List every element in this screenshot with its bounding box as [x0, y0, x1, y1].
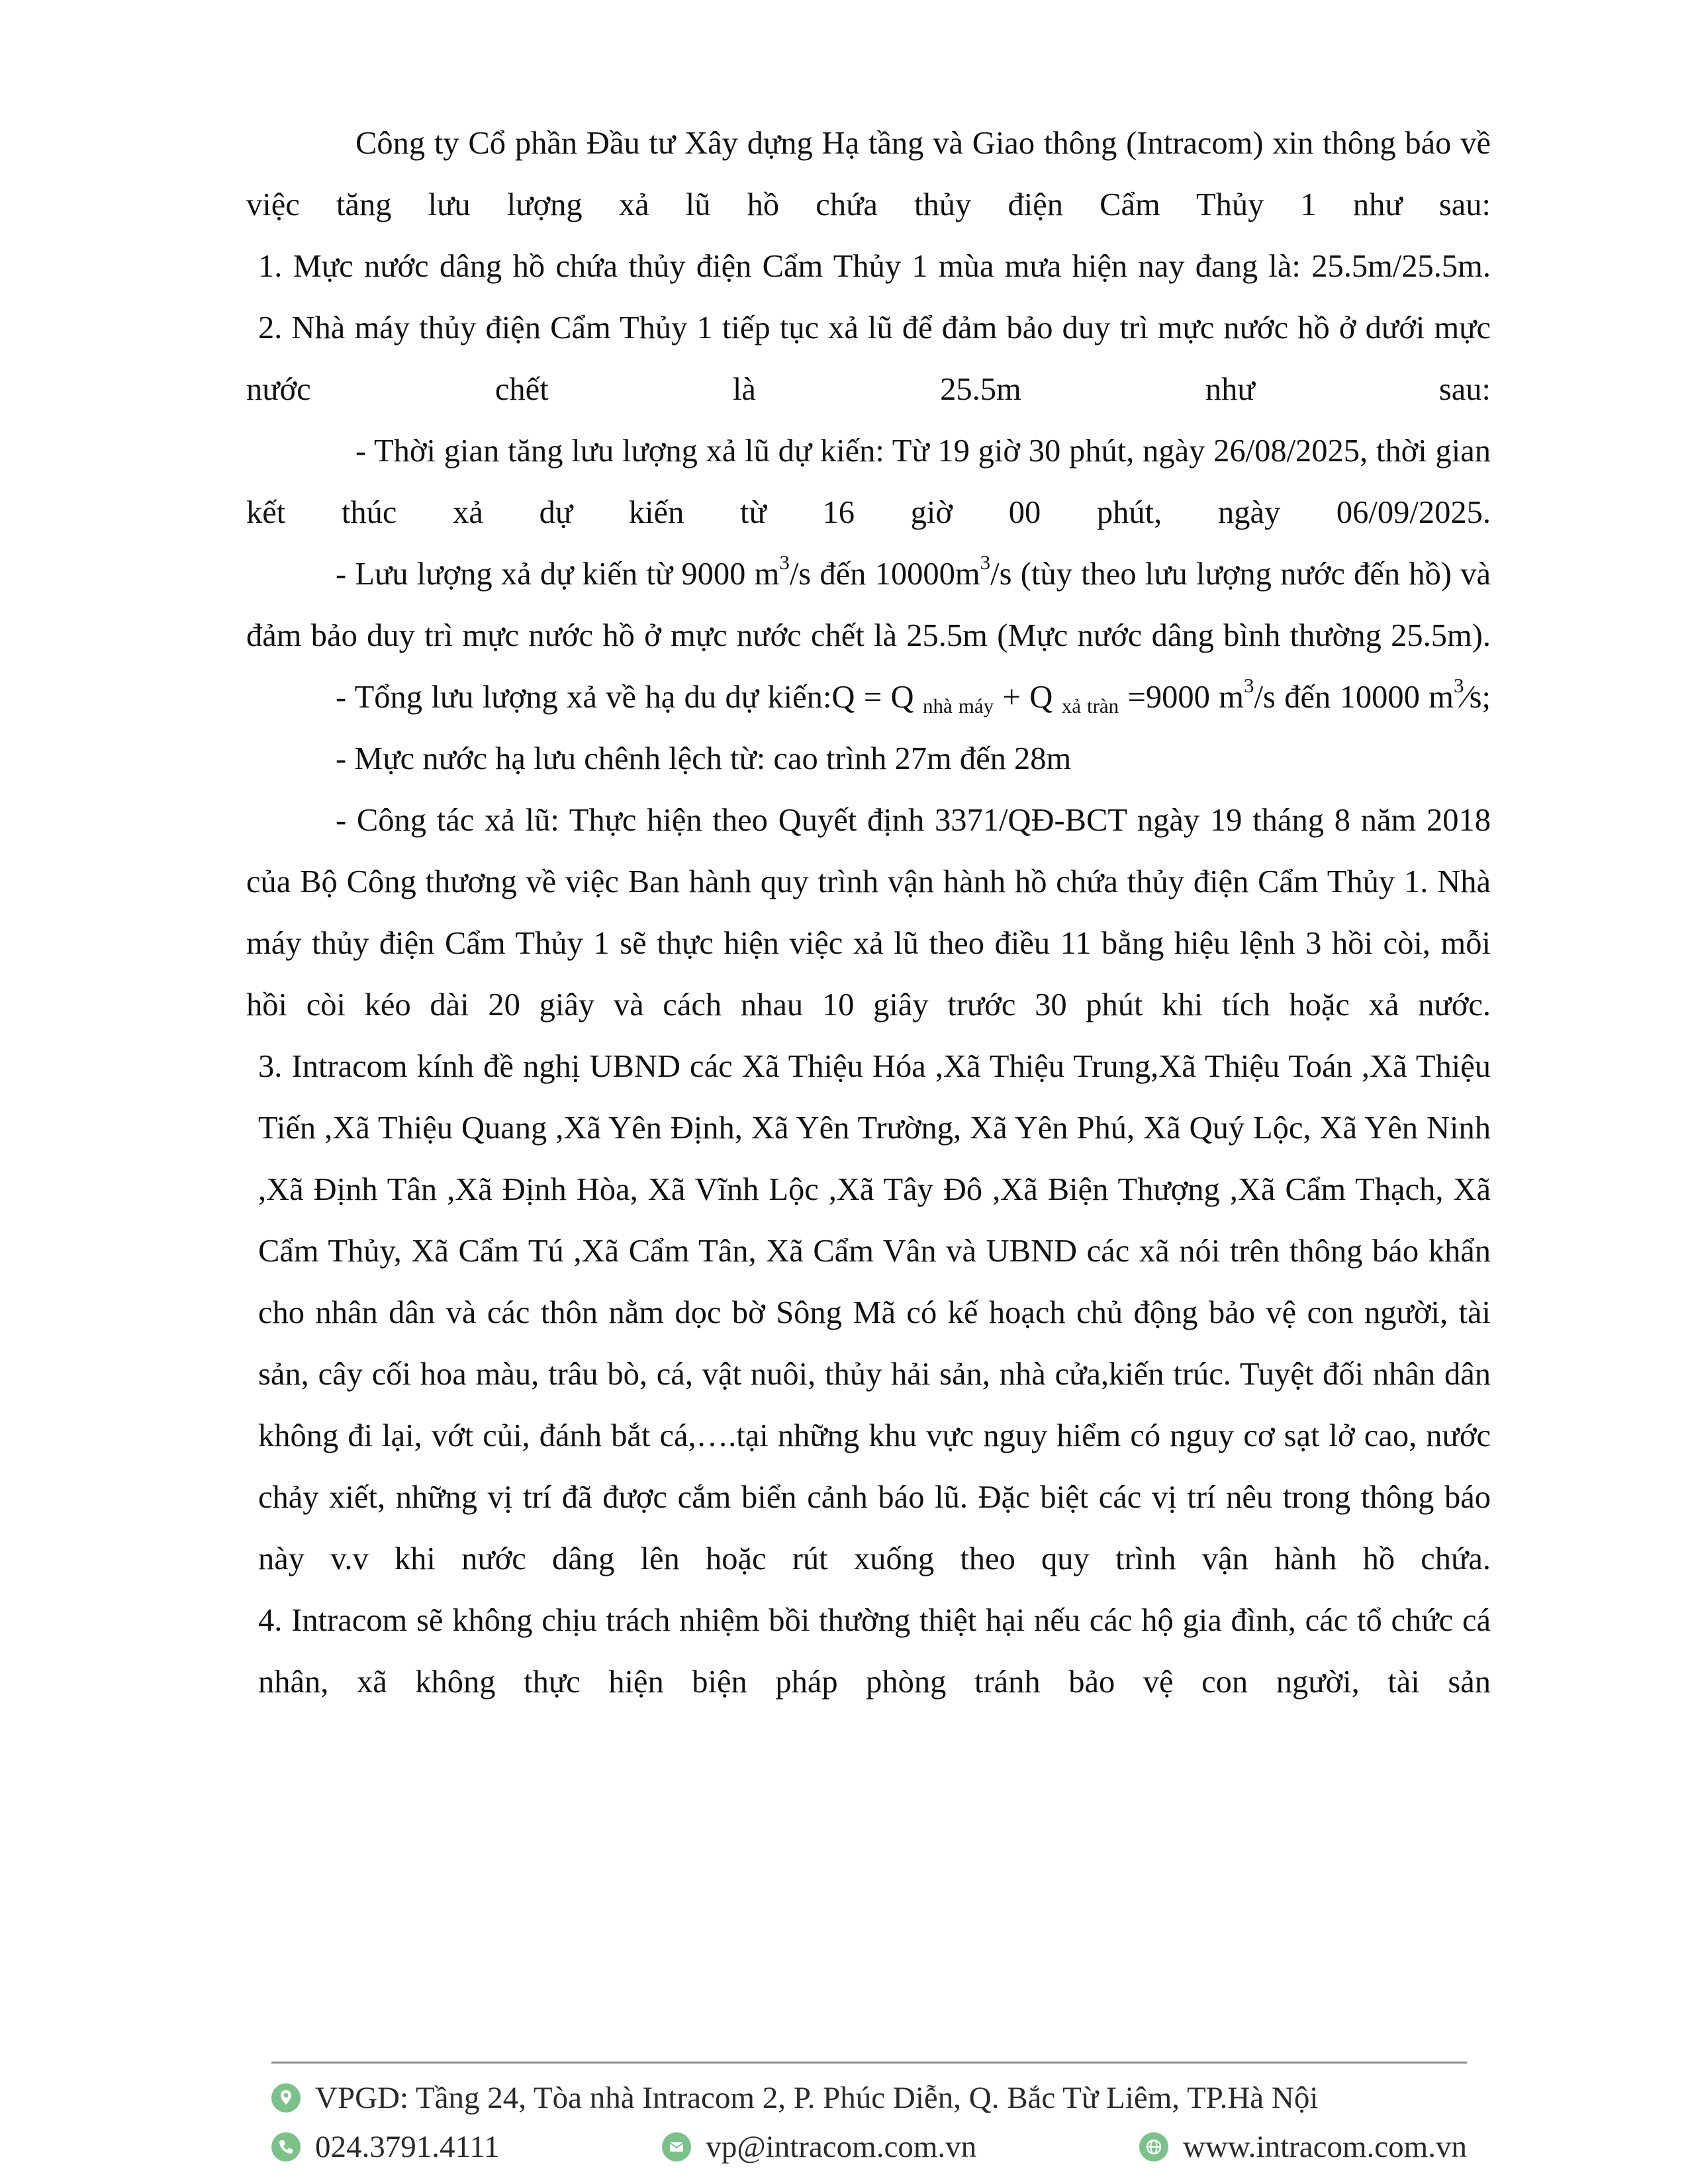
item-4: 4. Intracom sẽ không chịu trách nhiệm bồi thường thiệt hại nếu các hộ gia đình, các tổ chức cá nhân, xã không thực hiện biện pháp phòng tránh bảo vệ con người, tài sản: [258, 1603, 1491, 1700]
total-text-a: - Tổng lưu lượng xả về hạ du dự kiến:Q = Q: [336, 680, 914, 715]
phone-icon: [271, 2132, 301, 2161]
footer-address: VPGD: Tầng 24, Tòa nhà Intracom 2, P. Phúc Diễn, Q. Bắc Từ Liêm, TP.Hà Nội: [315, 2081, 1319, 2115]
flow-text-c: /s (tùy theo lưu lượng nước đến hồ) và đảm bảo duy trì mực nước hồ ở mực nước chết là 25.5m (Mực nước dâng bình thường 25.5m).: [246, 557, 1491, 653]
downstream-level: - Mực nước hạ lưu chênh lệch từ: cao trình 27m đến 28m: [336, 741, 1072, 776]
discharge-time: - Thời gian tăng lưu lượng xả lũ dự kiến: Từ 19 giờ 30 phút, ngày 26/08/2025, thời gian kết thúc xả dự kiến từ 16 giờ 00 phút, ngày 06/09/2025.: [246, 433, 1491, 530]
footer-website-url[interactable]: www.intracom.com.vn: [1182, 2130, 1467, 2164]
footer-website[interactable]: [1139, 2129, 1467, 2165]
total-text-c: =9000 m: [1127, 680, 1244, 715]
item-1: 1. Mực nước dâng hồ chứa thủy điện Cẩm Thủy 1 mùa mưa hiện nay đang là: 25.5m/25.5m.: [258, 249, 1491, 284]
total-flow: [246, 666, 1491, 728]
page-footer: [271, 2062, 1467, 2168]
discharge-work: - Công tác xả lũ: Thực hiện theo Quyết định 3371/QĐ-BCT ngày 19 tháng 8 năm 2018 của Bộ Công thương về việc Ban hành quy trình vận hành hồ chứa thủy điện Cẩm Thủy 1. Nhà máy thủy điện Cẩm Thủy 1 sẽ thực hiện việc xả lũ theo điều 11 bằng hiệu lệnh 3 hồi còi, mỗi hồi còi kéo dài 20 giây và cách nhau 10 giây trước 30 phút khi tích hoặc xả nước.: [246, 803, 1491, 1023]
email-icon: [662, 2132, 691, 2161]
total-sup-1: 3: [1244, 673, 1254, 697]
total-sub-2: xả tràn: [1061, 694, 1119, 717]
total-sup-2: 3: [1454, 673, 1464, 697]
discharge-flow: [246, 543, 1491, 666]
total-text-b: + Q: [1002, 680, 1053, 715]
location-icon: [271, 2083, 301, 2113]
globe-icon: [1139, 2132, 1168, 2161]
footer-email-address[interactable]: vp@intracom.com.vn: [706, 2130, 977, 2164]
intro-paragraph: Công ty Cổ phần Đầu tư Xây dựng Hạ tầng và Giao thông (Intracom) xin thông báo về việc tăng lưu lượng xả lũ hồ chứa thủy điện Cẩm Thủy 1 như sau:: [246, 126, 1491, 222]
flow-text-a: - Lưu lượng xả dự kiến từ 9000 m: [336, 557, 780, 592]
footer-phone-number: 024.3791.4111: [315, 2130, 500, 2164]
flow-sup-2: 3: [980, 550, 991, 574]
footer-address-row: [271, 2077, 1467, 2119]
document-body: [246, 113, 1491, 1713]
item-2: 2. Nhà máy thủy điện Cẩm Thủy 1 tiếp tục xả lũ để đảm bảo duy trì mực nước hồ ở dưới mực nước chết là 25.5m như sau:: [246, 310, 1491, 407]
total-text-d: /s đến 10000 m: [1254, 680, 1454, 715]
flow-text-b: /s đến 10000m: [789, 557, 980, 592]
item-3: 3. Intracom kính đề nghị UBND các Xã Thiệu Hóa ,Xã Thiệu Trung,Xã Thiệu Toán ,Xã Thiệu Tiến ,Xã Thiệu Quang ,Xã Yên Định, Xã Yên Trường, Xã Yên Phú, Xã Quý Lộc, Xã Yên Ninh ,Xã Định Tân ,Xã Định Hòa, Xã Vĩnh Lộc ,Xã Tây Đô ,Xã Biện Thượng ,Xã Cẩm Thạch, Xã Cẩm Thủy, Xã Cẩm Tú ,Xã Cẩm Tân, Xã Cẩm Vân và UBND các xã nói trên thông báo khẩn cho nhân dân và các thôn nằm dọc bờ Sông Mã có kế hoạch chủ động bảo vệ con người, tài sản, cây cối hoa màu, trâu bò, cá, vật nuôi, thủy hải sản, nhà cửa,kiến trúc. Tuyệt đối nhân dân không đi lại, vớt củi, đánh bắt cá,….tại những khu vực nguy hiểm có nguy cơ sạt lở cao, nước chảy xiết, những vị trí đã được cắm biển cảnh báo lũ. Đặc biệt các vị trí nêu trong thông báo này v.v khi nước dâng lên hoặc rút xuống theo quy trình vận hành hồ chứa.: [258, 1049, 1491, 1576]
footer-email[interactable]: [662, 2129, 976, 2165]
footer-phone: [271, 2129, 500, 2165]
footer-divider: [271, 2062, 1467, 2064]
footer-contacts-row: [271, 2126, 1467, 2168]
flow-sup-1: 3: [779, 550, 790, 574]
total-sub-1: nhà máy: [922, 694, 994, 717]
total-text-e: ⁄s;: [1464, 680, 1491, 715]
